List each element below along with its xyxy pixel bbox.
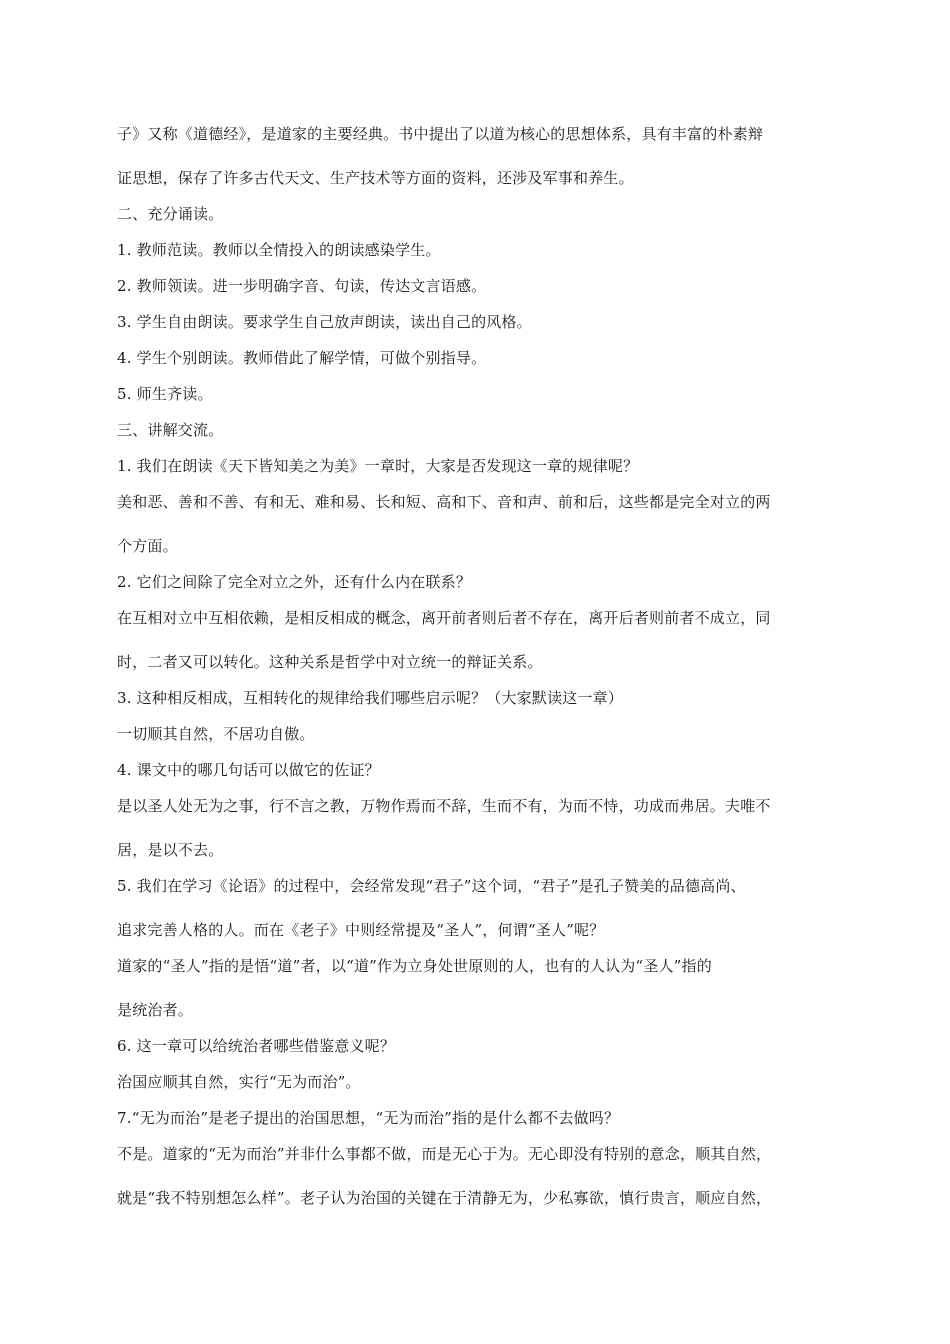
answer-text: 是以圣人处无为之事，行不言之教，万物作焉而不辞，生而不有，为而不恃，功成而弗居。夫唯不 (117, 797, 771, 815)
list-item: 4. 学生个别朗读。教师借此了解学情，可做个别指导。 (117, 349, 487, 367)
question-text: 3. 这种相反相成，互相转化的规律给我们哪些启示呢？（大家默读这一章） (117, 689, 624, 707)
text-line: 证思想，保存了许多古代天文、生产技术等方面的资料，还涉及军事和养生。 (117, 169, 634, 187)
answer-text: 时，二者又可以转化。这种关系是哲学中对立统一的辩证关系。 (117, 653, 543, 671)
question-text: 1. 我们在朗读《天下皆知美之为美》一章时，大家是否发现这一章的规律呢？ (117, 457, 639, 475)
question-text: 7.“无为而治”是老子提出的治国思想，“无为而治”指的是什么都不去做吗？ (117, 1109, 620, 1127)
list-item: 1. 教师范读。教师以全情投入的朗读感染学生。 (117, 241, 441, 259)
answer-text: 一切顺其自然，不居功自傲。 (117, 725, 315, 743)
answer-text: 个方面。 (117, 537, 178, 555)
section-heading: 二、充分诵读。 (117, 205, 224, 223)
answer-text: 道家的“圣人”指的是悟“道”者，以“道”作为立身处世原则的人，也有的人认为“圣人”指的 (117, 957, 712, 975)
answer-text: 美和恶、善和不善、有和无、难和易、长和短、高和下、音和声、前和后，这些都是完全对立的两 (117, 493, 771, 511)
list-item: 2. 教师领读。进一步明确字音、句读，传达文言语感。 (117, 277, 487, 295)
answer-text: 是统治者。 (117, 1001, 194, 1019)
text-line: 子》又称《道德经》，是道家的主要经典。书中提出了以道为核心的思想体系，具有丰富的朴素辩 (117, 125, 764, 143)
document-body (117, 123, 837, 1209)
answer-text: 在互相对立中互相依赖，是相反相成的概念，离开前者则后者不存在，离开后者则前者不成立，同 (117, 609, 771, 627)
list-item: 3. 学生自由朗读。要求学生自己放声朗读，读出自己的风格。 (117, 313, 532, 331)
answer-text: 治国应顺其自然，实行“无为而治”。 (117, 1073, 361, 1091)
answer-text: 就是“我不特别想怎么样”。老子认为治国的关键在于清静无为，少私寡欲，慎行贵言，顺应自然， (117, 1189, 772, 1207)
question-text: 2. 它们之间除了完全对立之外，还有什么内在联系？ (117, 573, 472, 591)
question-text: 4. 课文中的哪几句话可以做它的佐证？ (117, 761, 380, 779)
answer-text: 居，是以不去。 (117, 841, 224, 859)
question-text: 6. 这一章可以给统治者哪些借鉴意义呢？ (117, 1037, 396, 1055)
question-text: 5. 我们在学习《论语》的过程中，会经常发现“君子”这个词，“君子”是孔子赞美的品德高尚、 (117, 877, 746, 895)
answer-text: 不是。道家的“无为而治”并非什么事都不做，而是无心于为。无心即没有特别的意念，顺其自然， (117, 1145, 772, 1163)
list-item: 5. 师生齐读。 (117, 385, 213, 403)
section-heading: 三、讲解交流。 (117, 421, 224, 439)
question-text: 追求完善人格的人。而在《老子》中则经常提及“圣人”，何谓“圣人”呢？ (117, 921, 605, 939)
